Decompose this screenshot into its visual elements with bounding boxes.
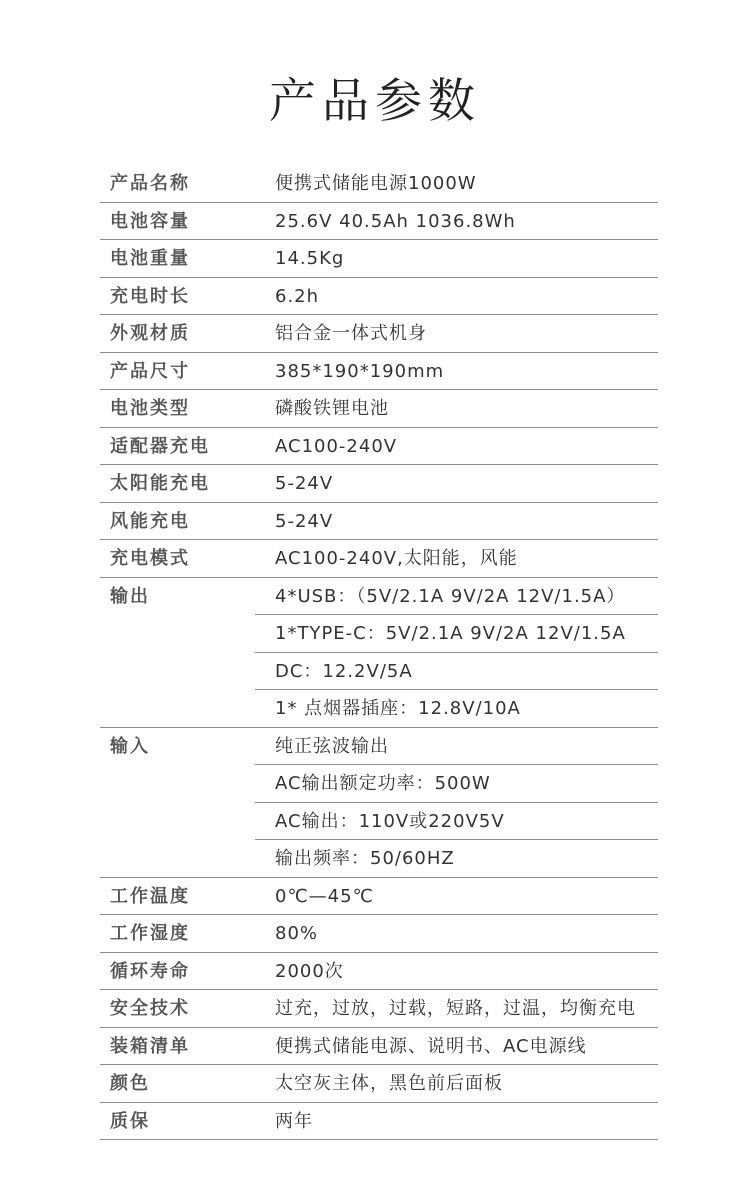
spec-value: 5-24V xyxy=(255,503,658,541)
spec-label: 外观材质 xyxy=(100,315,255,353)
spec-row-color xyxy=(100,1065,658,1103)
spec-value: AC输出额定功率：500W xyxy=(255,765,658,803)
spec-row-product-name xyxy=(100,165,658,203)
spec-label: 工作湿度 xyxy=(100,915,255,953)
spec-row-operating-temperature xyxy=(100,878,658,916)
spec-label: 安全技术 xyxy=(100,990,255,1028)
spec-row-adapter-charging xyxy=(100,428,658,466)
spec-label: 充电时长 xyxy=(100,278,255,316)
spec-value: 385*190*190mm xyxy=(255,353,658,391)
spec-label: 太阳能充电 xyxy=(100,465,255,503)
spec-label: 输出 xyxy=(100,578,255,728)
spec-value: 4*USB：（5V/2.1A 9V/2A 12V/1.5A） xyxy=(255,578,658,616)
spec-value: 磷酸铁锂电池 xyxy=(255,390,658,428)
spec-label: 电池重量 xyxy=(100,240,255,278)
spec-value: 6.2h xyxy=(255,278,658,316)
spec-row-output xyxy=(100,578,658,728)
spec-label: 产品名称 xyxy=(100,165,255,203)
spec-label: 适配器充电 xyxy=(100,428,255,466)
spec-value: AC100-240V,太阳能，风能 xyxy=(255,540,658,578)
spec-row-safety-tech xyxy=(100,990,658,1028)
spec-value: 两年 xyxy=(255,1103,658,1141)
spec-table xyxy=(100,165,658,1140)
spec-value: DC：12.2V/5A xyxy=(255,653,658,691)
spec-row-charge-time xyxy=(100,278,658,316)
spec-label: 颜色 xyxy=(100,1065,255,1103)
spec-row-solar-charging xyxy=(100,465,658,503)
spec-value: 1*TYPE-C：5V/2.1A 9V/2A 12V/1.5A xyxy=(255,615,658,653)
spec-value: 过充，过放，过载，短路，过温，均衡充电 xyxy=(255,990,658,1028)
spec-row-warranty xyxy=(100,1103,658,1141)
spec-value: 铝合金一体式机身 xyxy=(255,315,658,353)
spec-value: 14.5Kg xyxy=(255,240,658,278)
spec-row-battery-type xyxy=(100,390,658,428)
spec-row-charge-mode xyxy=(100,540,658,578)
spec-value: AC输出：110V或220V5V xyxy=(255,803,658,841)
spec-value: 25.6V 40.5Ah 1036.8Wh xyxy=(255,203,658,241)
spec-label: 工作温度 xyxy=(100,878,255,916)
spec-row-cycle-life xyxy=(100,953,658,991)
spec-row-material xyxy=(100,315,658,353)
spec-value: 输出频率：50/60HZ xyxy=(255,840,658,878)
spec-value: 纯正弦波输出 xyxy=(255,728,658,766)
spec-value: 0℃—45℃ xyxy=(255,878,658,916)
spec-value: 80% xyxy=(255,915,658,953)
spec-label: 输入 xyxy=(100,728,255,878)
spec-value: 太空灰主体，黑色前后面板 xyxy=(255,1065,658,1103)
spec-row-dimensions xyxy=(100,353,658,391)
spec-row-packing-list xyxy=(100,1028,658,1066)
spec-value: 便携式储能电源1000W xyxy=(255,165,658,203)
spec-value: AC100-240V xyxy=(255,428,658,466)
spec-value: 1* 点烟器插座：12.8V/10A xyxy=(255,690,658,728)
spec-row-input xyxy=(100,728,658,878)
spec-label: 电池类型 xyxy=(100,390,255,428)
spec-label: 质保 xyxy=(100,1103,255,1141)
spec-label: 充电模式 xyxy=(100,540,255,578)
page-title: 产品参数 xyxy=(269,74,481,129)
spec-value: 5-24V xyxy=(255,465,658,503)
spec-row-wind-charging xyxy=(100,503,658,541)
spec-label: 电池容量 xyxy=(100,203,255,241)
spec-label: 风能充电 xyxy=(100,503,255,541)
spec-label: 循环寿命 xyxy=(100,953,255,991)
spec-label: 装箱清单 xyxy=(100,1028,255,1066)
spec-label: 产品尺寸 xyxy=(100,353,255,391)
spec-value: 便携式储能电源、说明书、AC电源线 xyxy=(255,1028,658,1066)
spec-row-operating-humidity xyxy=(100,915,658,953)
spec-value: 2000次 xyxy=(255,953,658,991)
spec-row-battery-weight xyxy=(100,240,658,278)
spec-row-battery-capacity xyxy=(100,203,658,241)
